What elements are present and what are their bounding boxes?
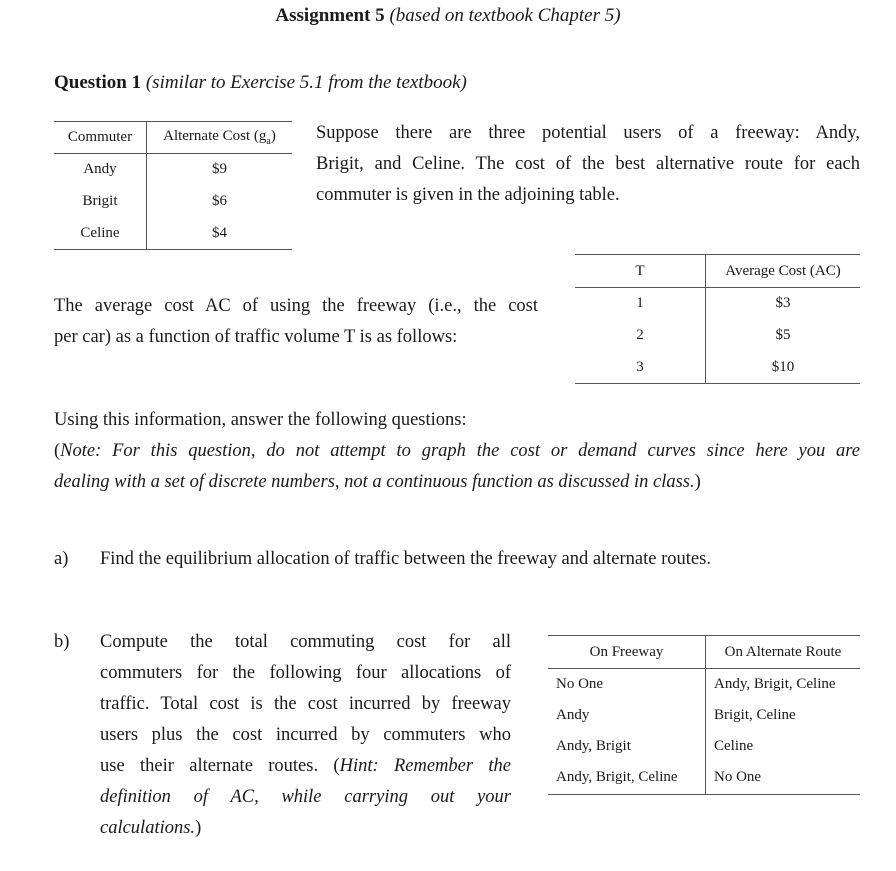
table-header-row [575, 255, 860, 288]
part-b-line: definition of AC, while carrying out your [100, 787, 511, 807]
note-line: (Note: For this question, do not attempt to graph the cost or demand curves since here you are [54, 441, 860, 461]
column-header-commuter: Commuter [54, 122, 147, 154]
average-cost: $3 [775, 295, 791, 312]
alternate-cost: $4 [212, 224, 227, 241]
note-line: dealing with a set of discrete numbers, not a continuous function as discussed in class.) [54, 472, 701, 492]
title-italic: (based on textbook Chapter 5) [389, 5, 621, 26]
commuter-table [54, 121, 292, 250]
column-header-on-freeway: On Freeway [548, 636, 706, 669]
alternate-users: No One [714, 769, 762, 786]
intro-line: Suppose there are three potential users of a freeway: Andy, [316, 123, 860, 143]
page-title [0, 5, 896, 27]
table-row [548, 700, 860, 731]
part-b-label: b) [54, 632, 70, 652]
table-row [548, 731, 860, 762]
table-row [54, 218, 292, 250]
ac-line: per car) as a function of traffic volume T is as follows: [54, 327, 458, 347]
alternate-cost: $6 [212, 193, 227, 209]
question-1-subtitle: (similar to Exercise 5.1 from the textbook) [145, 72, 467, 93]
column-header-average-cost: Average Cost (AC) [725, 262, 841, 279]
intro-paragraph [316, 118, 860, 211]
commuter-name: Andy [54, 154, 147, 186]
part-b-line: use their alternate routes. (Hint: Remember the [100, 756, 512, 776]
instructions-paragraph [54, 405, 860, 498]
instructions-line: Using this information, answer the following questions: [54, 410, 467, 430]
average-cost-paragraph [54, 291, 538, 353]
table-row [575, 320, 860, 352]
table-row [548, 669, 860, 700]
alternate-users: Andy, Brigit, Celine [714, 675, 836, 692]
ac-line: The average cost AC of using the freeway (i.e., the cost [54, 296, 538, 316]
intro-line: Brigit, and Celine. The cost of the best alternative route for each [316, 154, 860, 174]
table-row [54, 186, 292, 218]
table-header-row [548, 636, 860, 669]
freeway-users: Andy, Brigit [548, 731, 706, 762]
commuter-name: Brigit [54, 186, 147, 218]
alternate-cost: $9 [212, 161, 227, 178]
part-b-line: traffic. Total cost is the cost incurred by freeway [100, 694, 511, 714]
freeway-users: Andy, Brigit, Celine [548, 762, 706, 795]
average-cost-table [575, 254, 860, 384]
title-bold: Assignment 5 [275, 5, 385, 26]
question-1-label: Question 1 [54, 72, 142, 93]
part-b-line: calculations.) [100, 818, 202, 838]
traffic-volume: 2 [575, 320, 706, 352]
average-cost: $10 [771, 358, 795, 375]
intro-line: commuter is given in the adjoining table. [316, 185, 620, 205]
part-b-line: users plus the cost incurred by commuters who [100, 725, 511, 745]
part-b-line: commuters for the following four allocations of [100, 663, 511, 683]
part-a-label: a) [54, 549, 69, 569]
table-row [575, 288, 860, 320]
part-b-line: Compute the total commuting cost for all [100, 632, 511, 652]
alternate-users: Brigit, Celine [714, 706, 796, 723]
table-row [548, 762, 860, 795]
column-header-on-alternate-route: On Alternate Route [724, 643, 842, 660]
column-header-t: T [575, 255, 706, 288]
traffic-volume: 1 [575, 288, 706, 320]
table-row [575, 352, 860, 384]
table-header-row [54, 122, 292, 154]
table-row [54, 154, 292, 186]
average-cost: $5 [775, 327, 791, 343]
question-1-heading [54, 72, 467, 94]
column-header-alternate-cost: Alternate Cost $(g_a)$ [163, 128, 276, 147]
freeway-users: Andy [548, 700, 706, 731]
allocation-table [548, 635, 860, 795]
freeway-users: No One [548, 669, 706, 700]
part-a-text: Find the equilibrium allocation of traffic between the freeway and alternate routes. [100, 549, 711, 569]
traffic-volume: 3 [575, 352, 706, 384]
part-b-text [100, 627, 511, 844]
commuter-name: Celine [54, 218, 147, 250]
alternate-users: Celine [714, 737, 754, 754]
